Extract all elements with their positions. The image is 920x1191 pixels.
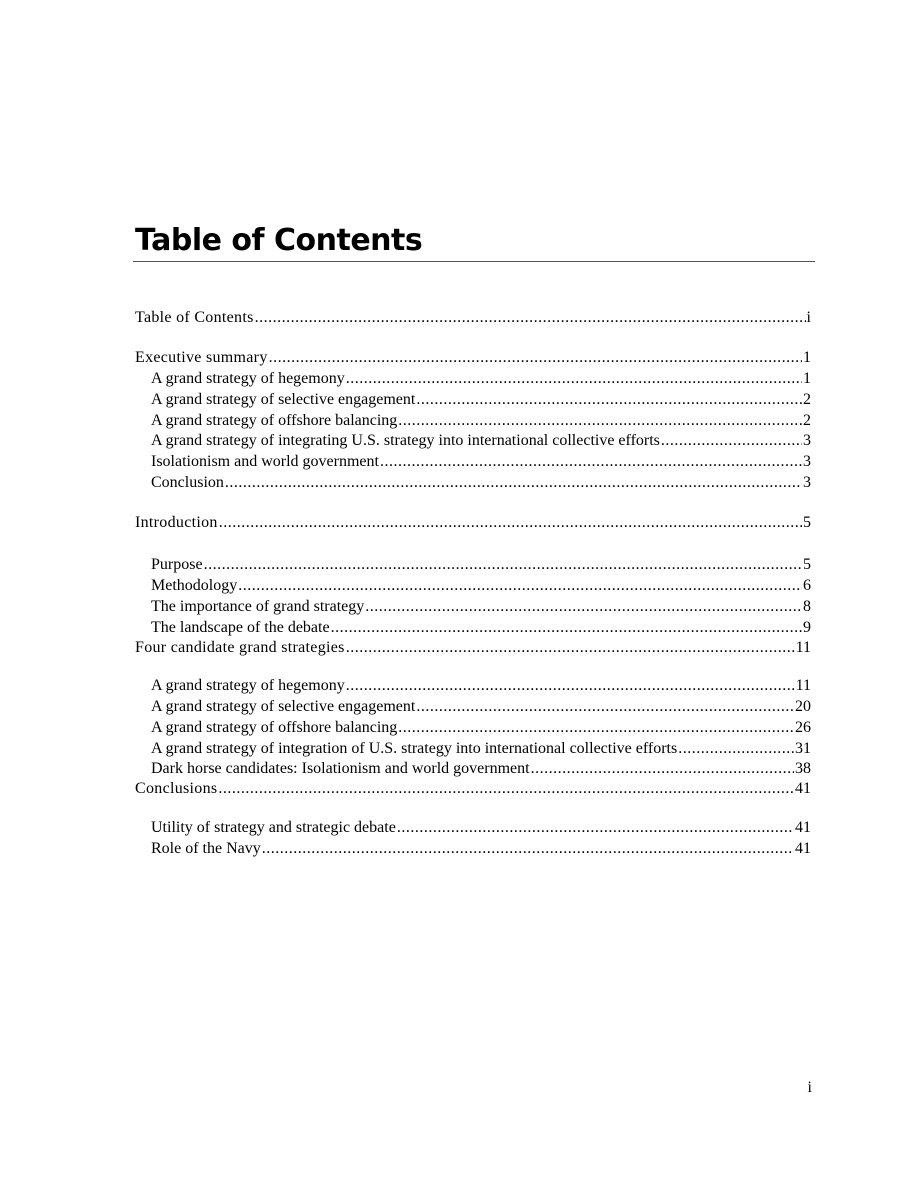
toc-entry-dark-horse[interactable] [151,759,811,779]
dot-leader [365,597,802,617]
dot-leader [255,308,806,328]
dot-leader [225,473,802,493]
toc-entry-page: 41 [795,780,811,797]
toc-entry-page: 3 [803,432,811,449]
toc-entry-offshore-balancing-summary[interactable] [151,411,811,431]
dot-leader [416,697,794,717]
toc-entry-text: Conclusion [151,474,224,491]
toc-entry-page: 5 [803,556,811,573]
toc-entry-page: 9 [803,619,811,636]
dot-leader [238,576,802,596]
toc-entry-page: 20 [795,698,811,715]
dot-leader [416,390,802,410]
toc-entry-integration[interactable] [151,739,811,759]
toc-entry-page: 3 [803,453,811,470]
toc-entry-hegemony[interactable] [151,676,811,696]
dot-leader [269,348,802,368]
toc-entry-conclusions[interactable] [135,779,811,799]
toc-entry-text: A grand strategy of offshore balancing [151,719,398,736]
toc-entry-introduction[interactable] [135,513,811,533]
toc-entry-purpose[interactable] [151,555,811,575]
toc-entry-text: A grand strategy of hegemony [151,370,345,387]
toc-entry-text: Purpose [151,556,203,573]
toc-entry-page: 26 [795,719,811,736]
toc-entry-text: Role of the Navy [151,840,261,857]
dot-leader [397,818,794,838]
dot-leader [204,555,802,575]
dot-leader [398,411,802,431]
toc-entry-text: Utility of strategy and strategic debate [151,819,396,836]
toc-entry-text: A grand strategy of selective engagement [151,698,416,715]
toc-entry-page: 31 [795,740,811,757]
toc-entry-integrating-summary[interactable] [151,431,811,451]
toc-entry-importance[interactable] [151,597,811,617]
toc-entry-methodology[interactable] [151,576,811,596]
toc-entry-text: Table of Contents [135,309,254,326]
toc-entry-page: 2 [803,391,811,408]
toc-entry-page: 41 [795,840,811,857]
dot-leader [346,676,795,696]
toc-entry-utility[interactable] [151,818,811,838]
toc-entry-text: Dark horse candidates: Isolationism and world government [151,760,530,777]
toc-entry-text: A grand strategy of integration of U.S. strategy into international collective efforts [151,740,678,757]
toc-entry-role-of-navy[interactable] [151,839,811,859]
toc-entry-page: 5 [803,514,811,531]
toc-entry-four-candidates[interactable] [135,638,811,658]
toc-entry-page: 2 [803,412,811,429]
toc-entry-page: 8 [803,598,811,615]
title-underline [133,261,815,262]
toc-entry-conclusion-summary[interactable] [151,473,811,493]
toc-entry-text: A grand strategy of integrating U.S. strategy into international collective efforts [151,432,660,449]
toc-entry-page: i [806,309,811,326]
toc-entry-page: 1 [803,349,811,366]
toc-entry-text: Methodology [151,577,238,594]
toc-entry-text: A grand strategy of selective engagement [151,391,416,408]
toc-entry-selective-engagement-summary[interactable] [151,390,811,410]
toc-entry-page: 3 [803,474,811,491]
toc-entry-selective-engagement[interactable] [151,697,811,717]
toc-entry-text: A grand strategy of offshore balancing [151,412,398,429]
page-title: Table of Contents [135,223,423,258]
toc-entry-page: 6 [803,577,811,594]
dot-leader [398,718,794,738]
toc-entry-page: 1 [803,370,811,387]
toc-entry-executive-summary[interactable] [135,348,811,368]
toc-entry-text: Introduction [135,514,218,531]
toc-entry-page: 11 [795,639,811,656]
toc-entry-text: Conclusions [135,780,218,797]
dot-leader [678,739,794,759]
dot-leader [661,431,802,451]
dot-leader [346,638,795,658]
toc-entry-text: Four candidate grand strategies [135,639,345,656]
toc-entry-hegemony-summary[interactable] [151,369,811,389]
toc-entry-page: 38 [795,760,811,777]
dot-leader [531,759,794,779]
toc-entry-landscape[interactable] [151,618,811,638]
dot-leader [218,779,794,799]
toc-entry-offshore-balancing[interactable] [151,718,811,738]
toc-entry-isolationism-summary[interactable] [151,452,811,472]
dot-leader [380,452,802,472]
toc-entry-text: The importance of grand strategy [151,598,365,615]
dot-leader [346,369,802,389]
toc-entry-text: Isolationism and world government [151,453,379,470]
toc-entry-text: A grand strategy of hegemony [151,677,345,694]
dot-leader [219,513,802,533]
toc-entry-page: 41 [795,819,811,836]
toc-entry-text: The landscape of the debate [151,619,330,636]
dot-leader [262,839,794,859]
dot-leader [331,618,802,638]
toc-entry-text: Executive summary [135,349,268,366]
toc-entry-page: 11 [795,677,811,694]
toc-entry-table-of-contents[interactable] [135,308,811,328]
page-number: i [807,1079,812,1096]
